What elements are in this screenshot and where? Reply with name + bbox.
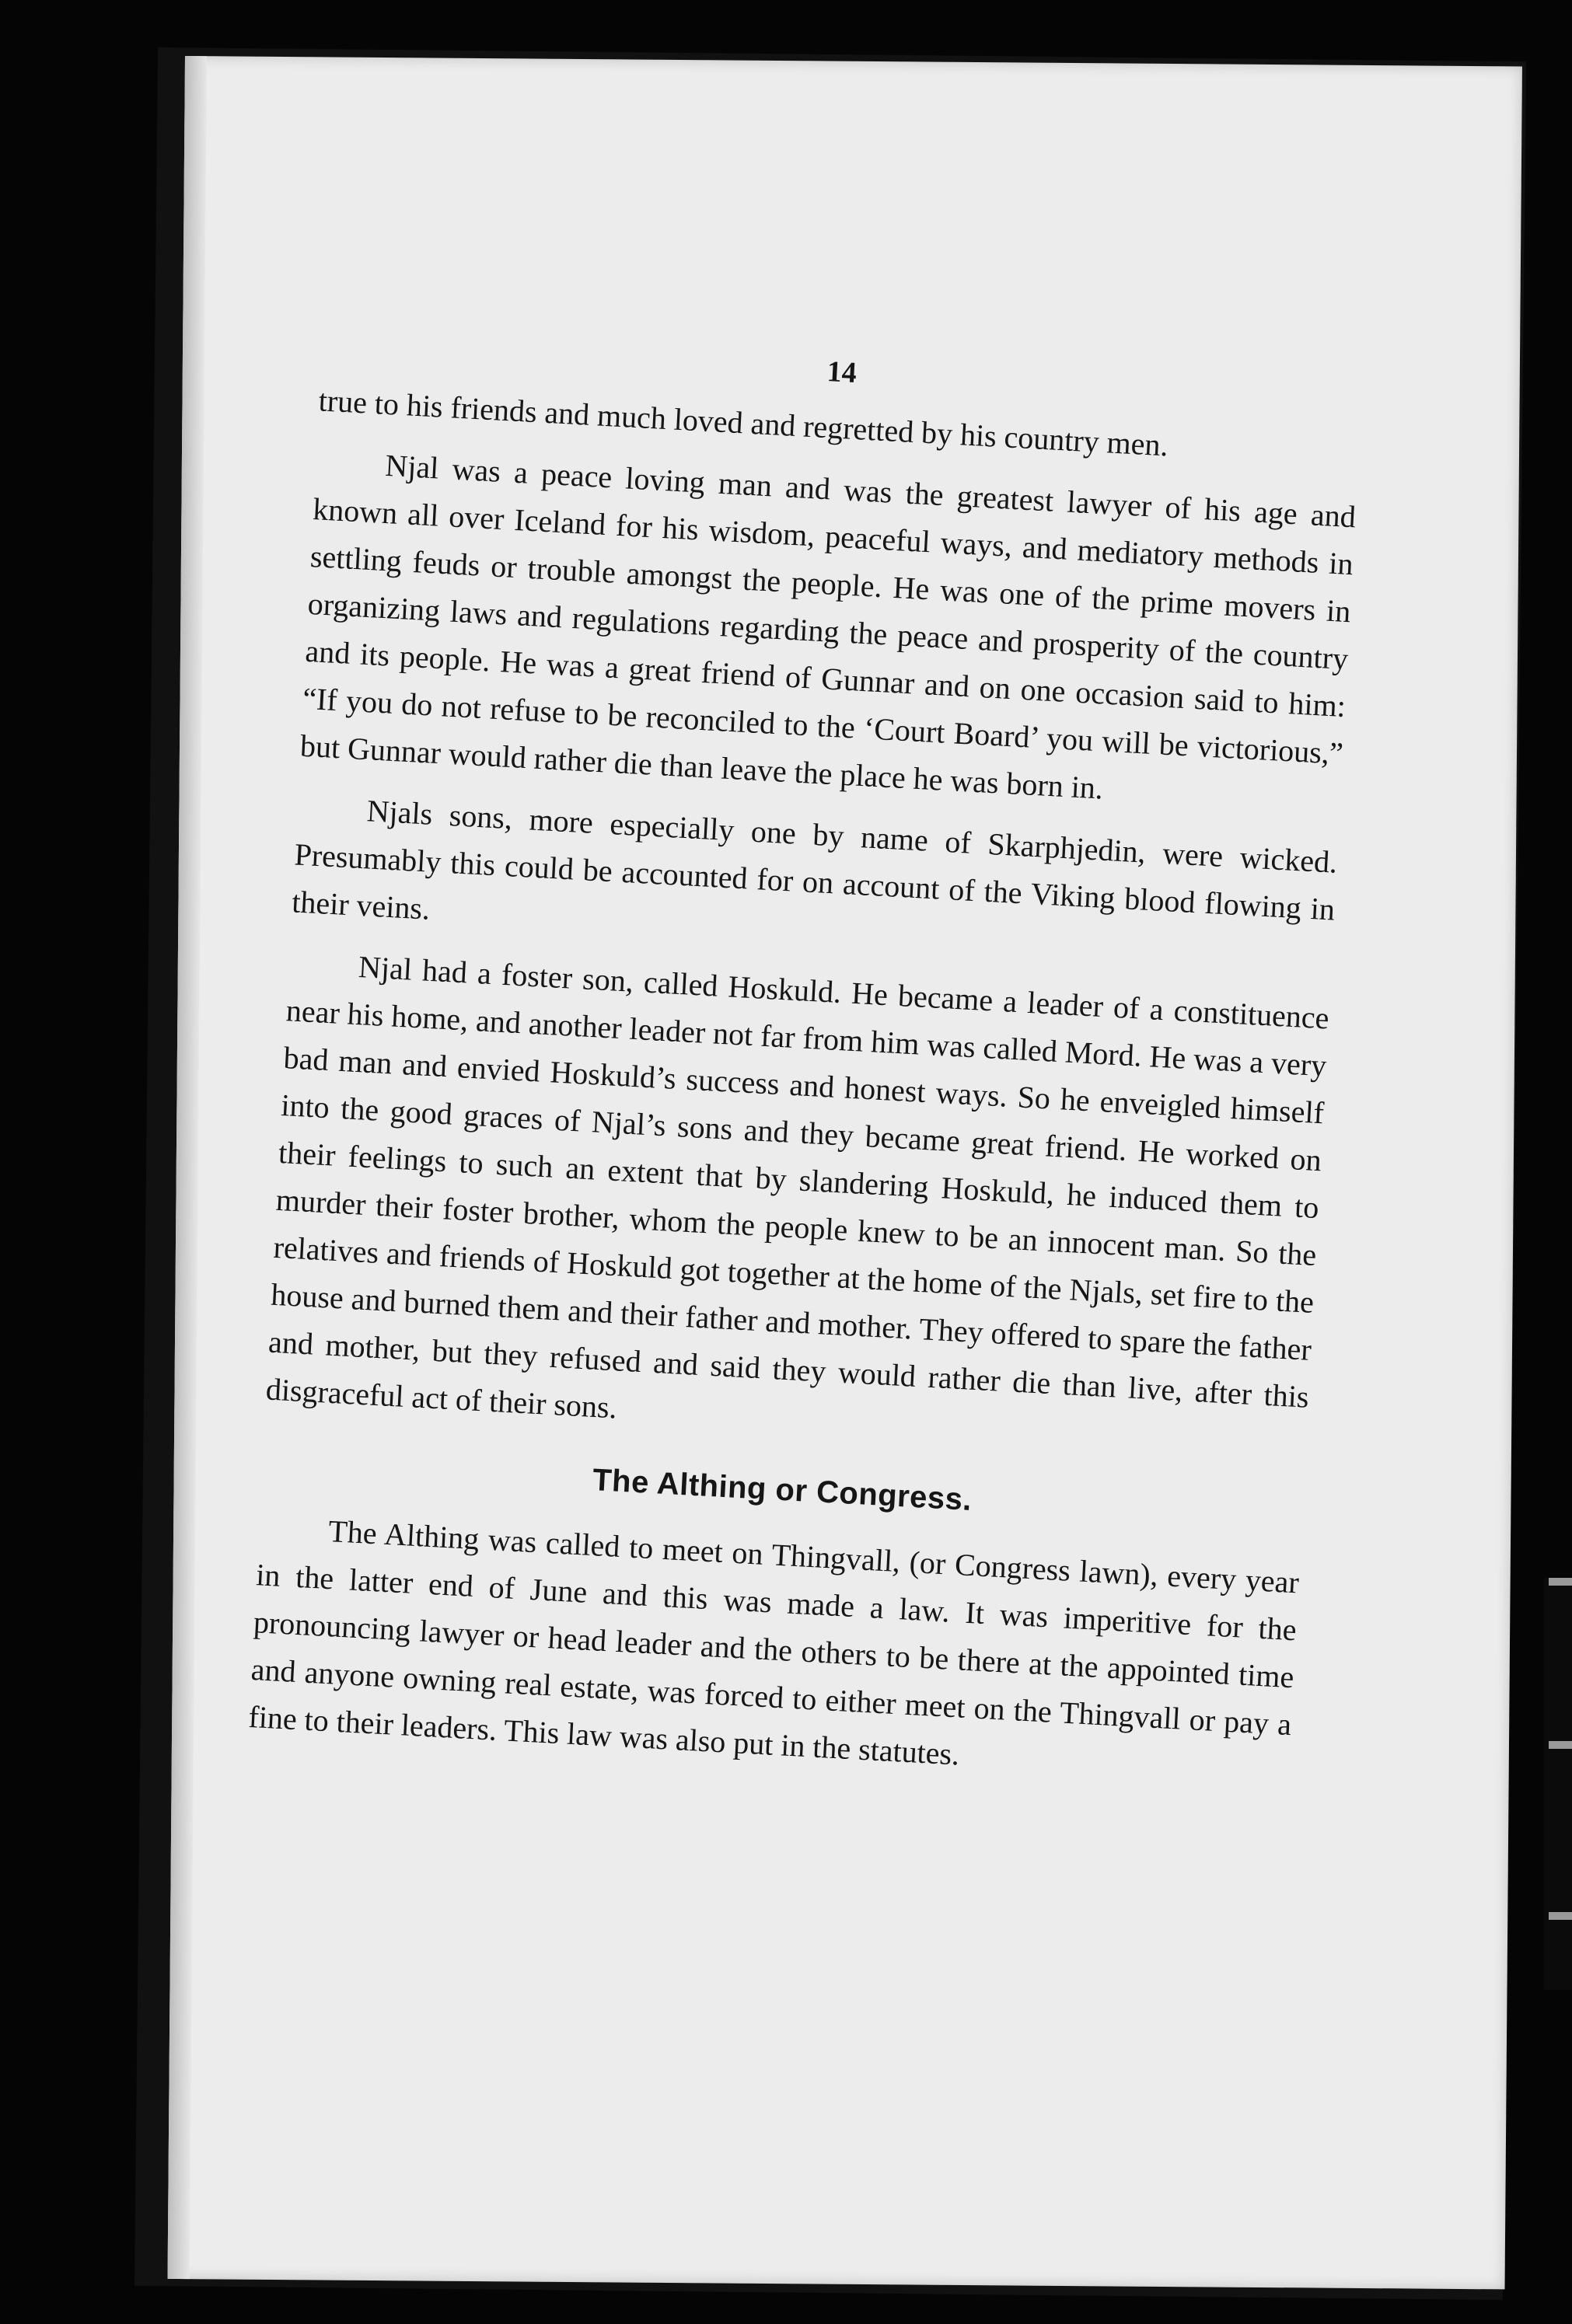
section-heading: The Althing or Congress. [592, 1463, 973, 1517]
paragraph-4: Njal had a foster son, called Hoskuld. He became a leader of a constituence near his home, and another leader not far from him was called Mord. He was a very bad man and envied Hoskuld’s success and honest ways. So he enveigled himself into the good graces of Njal’s sons and they became great friend. He worked on their feelings to such an extent that by slandering Hoskuld, he induced them to murder their foster brother, whom the people knew to be an innocent man. So the relatives and friends of Hoskuld got together at the home of the Njals, set fire to the house and burned them and their father and mother. They offered to spare the father and mother, but they refused and said they would rather die than live, after this disgraceful act of their sons. [264, 949, 1330, 1425]
right-edge-mark [1549, 1741, 1572, 1749]
right-edge-mark [1549, 1578, 1572, 1586]
paragraph-3: Njals sons, more especially one by name of Skarphjedin, were wicked. Presumably this could be accounted for on account of the Viking blood flowing in their veins. [291, 793, 1339, 927]
page-number: 14 [826, 355, 858, 389]
page-text-block [246, 321, 1363, 1809]
book-page [168, 56, 1522, 2289]
paragraph-after-heading: The Althing was called to meet on Thingvall, (or Congress lawn), every year in the latter end of June and this was made a law. It was imperitive for the pronouncing lawyer or head leader and the others to be there at the appointed time and anyone owning real estate, was forced to either meet on the Thingvall or pay a fine to their leaders. This law was also put in the statutes. [247, 1513, 1300, 1772]
paragraph-1: true to his friends and much loved and regretted by his country men. [317, 382, 1169, 463]
right-edge-binding-marks [1544, 1578, 1572, 1990]
paragraph-2: Njal was a peace loving man and was the greatest lawyer of his age and known all over Iceland for his wisdom, peaceful ways, and mediatory methods in settling feuds or trouble amongst the people. He was one of the prime movers in organizing laws and regulations regarding the peace and prosperity of the country and its people. He was a great friend of Gunnar and on one occasion said to him: “If you do not refuse to be reconciled to the ‘Court Board’ you will be victorious,” but Gunnar would rather die than leave the place he was born in. [299, 447, 1357, 806]
right-edge-mark [1549, 1912, 1572, 1920]
